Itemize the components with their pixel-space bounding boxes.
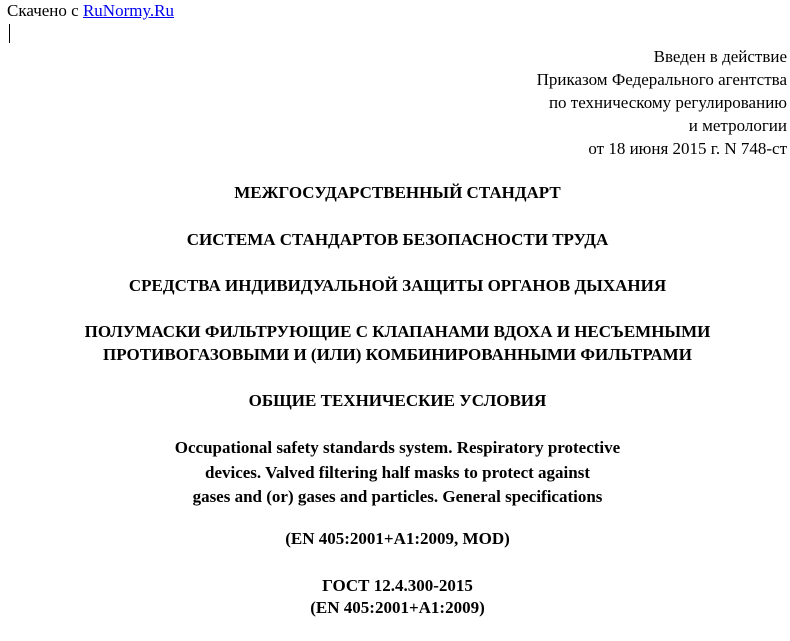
standard-en-reference: (EN 405:2001+A1:2009) — [310, 598, 485, 617]
heading-protective-means: СРЕДСТВА ИНДИВИДУАЛЬНОЙ ЗАЩИТЫ ОРГАНОВ ДЫХАНИЯ — [128, 276, 667, 295]
heading-halfmasks-line-1: ПОЛУМАСКИ ФИЛЬТРУЮЩИЕ С КЛАПАНАМИ ВДОХА И НЕСЪЕМНЫМИ — [84, 322, 711, 341]
intro-line: Приказом Федерального агентства — [536, 70, 787, 89]
intro-line: по техническому регулированию — [548, 93, 787, 112]
heading-halfmasks-line-2: ПРОТИВОГАЗОВЫМИ И (ИЛИ) КОМБИНИРОВАННЫМИ ФИЛЬТРАМИ — [103, 345, 692, 364]
heading-interstate-standard: МЕЖГОСУДАРСТВЕННЫЙ СТАНДАРТ — [234, 183, 561, 202]
modification-reference: (EN 405:2001+A1:2009, MOD) — [285, 529, 510, 548]
heading-general-conditions: ОБЩИЕ ТЕХНИЧЕСКИЕ УСЛОВИЯ — [248, 391, 547, 410]
english-title — [0, 436, 790, 510]
intro-line: и метрологии — [688, 116, 787, 135]
text-cursor — [9, 24, 10, 43]
intro-line: Введен в действие — [653, 47, 787, 66]
english-title-line: gases and (or) gases and particles. General specifications — [192, 487, 603, 506]
introduction-block — [537, 45, 787, 160]
english-title-line: Occupational safety standards system. Respiratory protective — [174, 438, 621, 457]
source-line — [7, 1, 174, 21]
source-link[interactable]: RuNormy.Ru — [82, 1, 174, 20]
heading-standards-system: СИСТЕМА СТАНДАРТОВ БЕЗОПАСНОСТИ ТРУДА — [186, 230, 609, 249]
intro-line: от 18 июня 2015 г. N 748-ст — [588, 139, 787, 158]
standard-number: ГОСТ 12.4.300-2015 — [322, 576, 473, 595]
source-prefix: Скачено с — [7, 1, 79, 20]
english-title-line: devices. Valved filtering half masks to protect against — [204, 462, 590, 482]
